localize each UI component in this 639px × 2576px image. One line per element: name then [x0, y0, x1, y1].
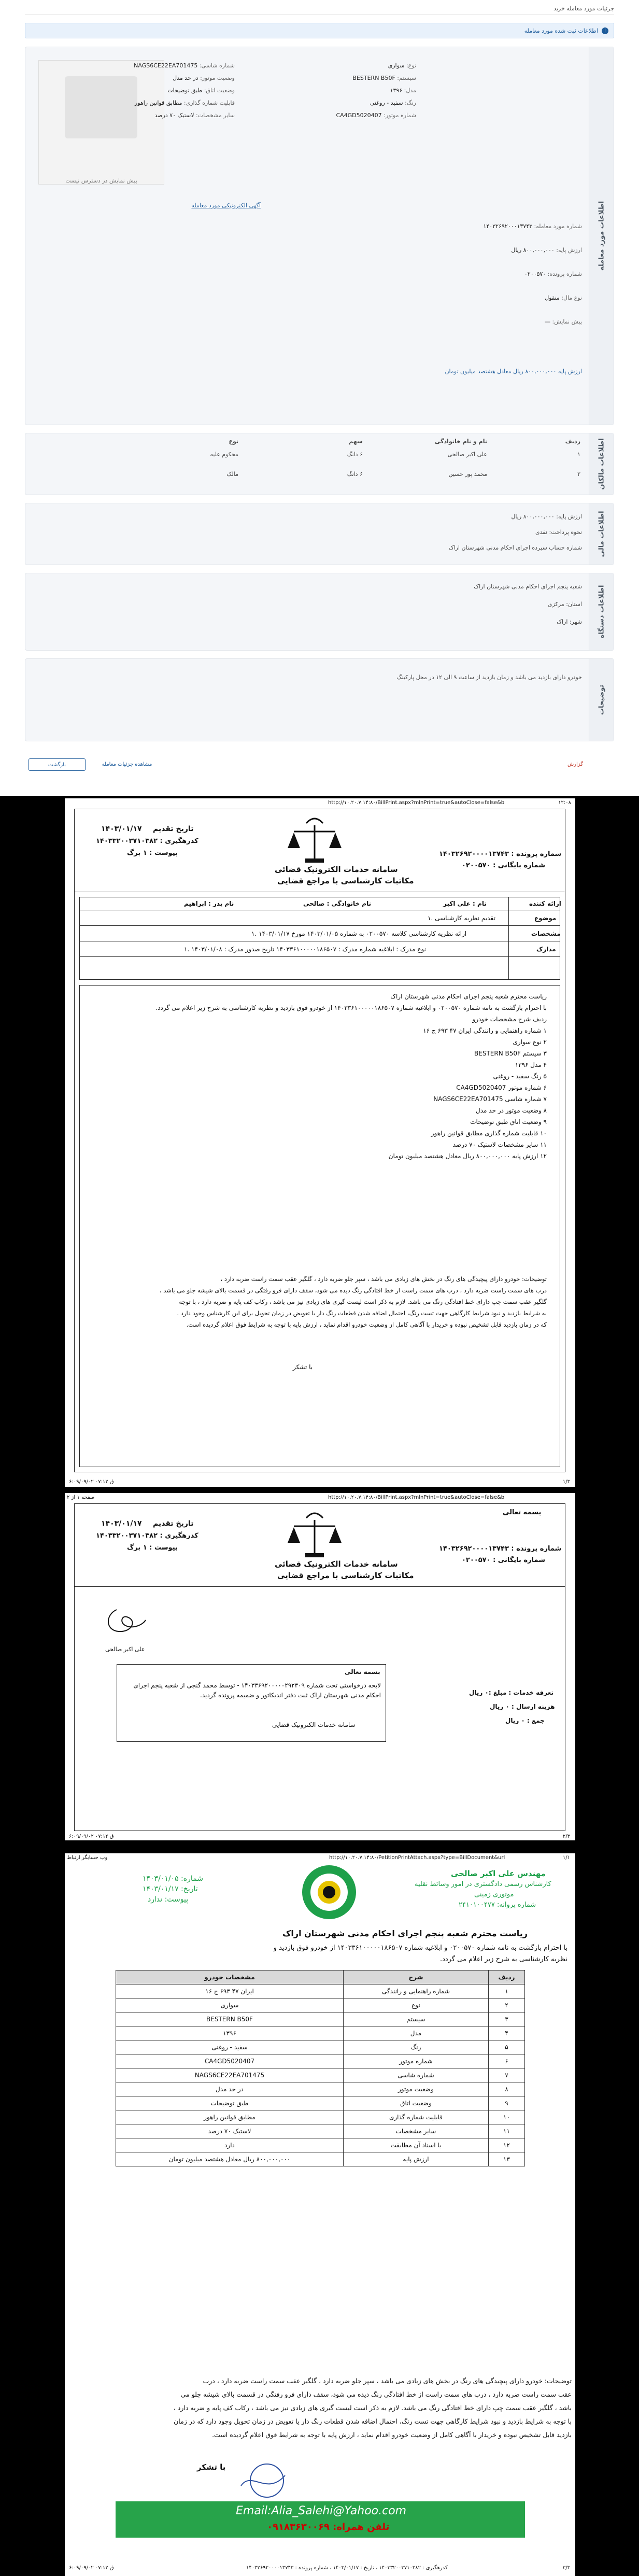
doc3-left-top: وب حسابگر ارتباط	[67, 1855, 108, 1861]
doc3-table-cell: سیستم	[344, 2012, 489, 2026]
doc1-body-line: ۲ نوع سواری	[513, 1038, 547, 1046]
doc1-remark-line: گلگیر عقب سمت چپ دارای خط افتادگی رنگ می باشد. لازم به ذکر است لیست گیری های زیادی نیز می باشد ، رکاب کف پایه و ضربه دارد ، با توجه	[179, 1298, 547, 1305]
doc3-table-cell: سواری	[116, 1998, 344, 2012]
doc2-total: جمع : ۰ ریال	[505, 1717, 545, 1724]
agency-section: اطلاعات دستگاه	[25, 573, 614, 651]
doc2-box-title: بسمه تعالی	[345, 1668, 380, 1676]
doc3-table-cell: شماره شاسی	[344, 2068, 489, 2082]
doc3-footer-left: ۶:۰۹/۰۹/۰۲ ق ۰۷:۱۲	[69, 2565, 114, 2571]
doc3-table-cell: ایران ۴۷ ۶۹۳ ج ۱۶	[116, 1984, 344, 1998]
doc3-table-row	[116, 2096, 525, 2110]
detail-field-key: سایر مشخصات:	[194, 112, 235, 119]
doc3-table-cell: طبق توضیحات	[116, 2096, 344, 2110]
doc3-table-row	[116, 2026, 525, 2040]
owners-section: اطلاعات مالکان	[25, 433, 614, 495]
doc1-lname: نام خانوادگی : صالحی	[303, 900, 372, 907]
detail-field-value: در حد مدل	[173, 75, 198, 81]
info-icon: i	[602, 27, 608, 34]
doc1-docs-label: مدارک	[536, 946, 556, 953]
doc3-table-cell: با اسناد آن مطابقت	[344, 2138, 489, 2152]
doc2-box-text: لایحه درخواستی تحت شماره ۱۴۰۳۳۶۹۲۰۰۰۰۰۲۹۲۳۰۹ - توسط محمد گنجی از شعبه پنجم اجرای احکام مدنی شهرستان اراک ثبت دفتر اندیکاتور و ضمیمه پرونده گردید.	[133, 1682, 381, 1699]
owners-cell: علی اکبر صالحی	[447, 451, 487, 458]
doc3-phone: تلفن همراه: ۰۹۱۸۳۶۳۰۰۶۹	[267, 2522, 390, 2532]
doc1-kardar: کدرهگیری : ۱۴۰۳۳۲۰۰۳۷۱۰۳۸۲	[96, 837, 198, 845]
detail-field-value: طبق توضیحات	[167, 87, 203, 94]
finance-line: نحوه پرداخت: نقدی	[535, 529, 582, 536]
doc1-remark-line: که در زمان بازدید قابل تشخیص نبوده و خریدار با آگاهی کامل از وضعیت خودرو اقدام نماید ، ارزش پایه با توجه به شرایط فوق اعلام گردیده است.	[186, 1321, 547, 1328]
detail-field-key: شماره شاسی:	[197, 62, 235, 69]
detail-field	[370, 100, 416, 107]
back-button[interactable]: بازگشت	[29, 758, 86, 771]
doc1-body-line: ۱ شماره راهنمایی و رانندگی ایران ۴۷ ۶۹۳ ج ۱۶	[423, 1027, 547, 1034]
doc2-fee: تعرفه خدمات : مبلغ :۰ ریال	[469, 1689, 554, 1696]
doc3-table-cell: ۹	[489, 2096, 525, 2110]
judiciary-emblem	[286, 814, 344, 866]
doc1-org2: مکاتبات کارشناسی با مراجع قضایی	[277, 876, 414, 885]
doc1-body-line: ۵ رنگ سفید - روغنی	[493, 1073, 547, 1080]
doc3-stamp-signature	[236, 2460, 293, 2501]
doc3-eng-title2: موتوری زمینی	[474, 1891, 514, 1898]
doc3-table-row	[116, 2068, 525, 2082]
doc3-table-cell: شماره موتور	[344, 2054, 489, 2068]
detail-row	[524, 271, 582, 278]
detail-row	[484, 223, 583, 231]
doc1-date: ۱۴۰۳/۰۱/۱۷	[101, 825, 142, 833]
doc3-table-cell: سفید - روغنی	[116, 2040, 344, 2054]
doc3-eng-title1: کارشناس رسمی دادگستری در امور وسائط نقلیه	[415, 1880, 551, 1888]
doc3-intro2: نظریه کارشناسی به شرح زیر اعلام می گردد.	[439, 1955, 567, 1963]
doc3-table-cell: نوع	[344, 1998, 489, 2012]
doc3-remark-line: بازدید قابل تشخیص نبوده و خریدار با آگاهی کامل از وضعیت خودرو اقدام نماید ، ارزش پایه با توجه به شرایط فوق اعلام گردیده است.	[212, 2431, 572, 2439]
doc1-body-line: ۱۲ ارزش پایه ۸۰۰,۰۰۰,۰۰۰ ریال معادل هشتصد میلیون تومان	[388, 1152, 547, 1160]
doc2-org1: سامانه خدمات الکترونیک قضائی	[275, 1559, 398, 1569]
doc3-table-cell: ۱۳۹۶	[116, 2026, 344, 2040]
owners-cell: محکوم علیه	[210, 451, 238, 458]
doc3-table-cell: وضعیت موتور	[344, 2082, 489, 2096]
placeholder-image-icon	[65, 76, 137, 138]
doc3-table-row	[116, 2152, 525, 2166]
doc3-remark-line: توضیحات: خودرو دارای پیچیدگی های رنگ در بخش های زیادی می باشد ، سپر جلو ضربه دارد ، گلگیر عقب سمت راست ضربه دارد ، درب	[203, 2377, 572, 2385]
detail-field-value: لاستیک ۷۰ درصد	[154, 112, 194, 119]
doc3-footer-right: ۳/۳	[562, 2565, 570, 2571]
doc3-table-cell: ۱۰	[489, 2110, 525, 2124]
detail-field	[173, 75, 235, 82]
detail-row-label: نوع مال:	[559, 294, 582, 301]
detail-row	[545, 318, 582, 326]
owners-header-cell: سهم	[349, 438, 363, 445]
notes-section: توضیحات	[25, 658, 614, 741]
detail-field-value: سفید - روغنی	[370, 100, 403, 106]
doc2-kardar: کدرهگیری : ۱۴۰۳۳۲۰۰۳۷۱۰۳۸۲	[96, 1532, 198, 1540]
detail-row	[545, 294, 582, 302]
detail-field-key: وضعیت موتور:	[198, 75, 235, 81]
owners-header-cell: نوع	[229, 438, 238, 445]
doc3-table-header: مشخصات خودرو	[116, 1970, 344, 1984]
panel-header	[25, 3, 614, 15]
detail-field-value: سواری	[388, 62, 405, 69]
doc3-spec-table	[116, 1970, 525, 2166]
agency-line: شعبه پنجم اجرای احکام مدنی شهرستان اراک	[474, 583, 582, 590]
detail-field	[167, 87, 235, 95]
detail-field-key: قابلیت شماره گذاری:	[182, 100, 235, 106]
doc1-footer-left: ۶:۰۹/۰۹/۰۲ ق ۰۷:۱۲	[69, 1479, 114, 1485]
doc2-footer-right: ۲/۳	[562, 1834, 570, 1839]
doc1-body-line: ۶ شماره موتور CA4GD5020407	[456, 1084, 547, 1091]
doc2-date: ۱۴۰۳/۰۱/۱۷	[101, 1519, 142, 1528]
doc3-table-cell: ۸	[489, 2082, 525, 2096]
doc3-remark-line: عقب سمت راست ضربه دارد ، درب های سمت راست از خط افتادگی رنگ دیده می شود، سقف دارای فرو رفتگی در قسمت بالای شیشه جلو می	[180, 2390, 572, 2398]
doc1-body-line: ردیف شرح مشخصات خودرو	[472, 1016, 547, 1023]
doc3-table-cell: دارد	[116, 2138, 344, 2152]
owners-cell: ۶ دانگ	[347, 471, 363, 477]
detail-field-key: رنگ:	[403, 100, 416, 106]
doc1-remark-line: درب های سمت راست ضربه دارد ، درب های سمت راست از خط افتادگی رنگ دیده می شود، سقف دارای فرو رفتگی در قسمت بالای شیشه جلو می باشد ،	[159, 1287, 547, 1294]
doc1-fname: نام : علی اکبر	[443, 900, 487, 907]
judiciary-emblem-2	[286, 1509, 344, 1560]
doc1-father: نام پدر : ابراهیم	[184, 900, 234, 907]
doc2-signer: علی اکبر صالحی	[105, 1646, 145, 1653]
doc1-remark-line: به شرایط بازدید و نبود شرایط کارگاهی جهت تست رنگ، احتمال اضافه شدن قطعات رنگ دار یا تعویض در زمان تحویل برای این کارشناس وجود دارد .	[177, 1310, 547, 1317]
doc3-table-cell: مطابق قوانین راهور	[116, 2110, 344, 2124]
detail-row-label: پیش نمایش:	[550, 318, 582, 325]
detail-field	[388, 62, 416, 70]
document-page-1	[65, 798, 575, 1487]
doc3-table-cell: شماره راهنمایی و رانندگی	[344, 1984, 489, 1998]
document-page-2	[65, 1493, 575, 1840]
doc3-table-cell: ۱۱	[489, 2124, 525, 2138]
doc2-page-label: صفحه ۱ از ۲	[67, 1495, 95, 1500]
doc1-spec: ۱. ارائه نظریه کارشناسی کلاسه ۰۲۰۰۵۷۰ به شماره ۱۴۰۳/۰۱/۰۵ مورخ ۱۴۰۳/۰۱/۱۷	[251, 930, 467, 937]
owners-header-cell: نام و نام خانوادگی	[435, 438, 487, 445]
doc3-heading: ریاست محترم شعبه پنجم اجرای احکام مدنی شهرستان اراک	[282, 1929, 528, 1938]
doc1-arch-no: شماره بایگانی : ۰۲۰۰۵۷۰	[462, 862, 545, 869]
doc3-table-cell: وضعیت اتاق	[344, 2096, 489, 2110]
detail-field	[154, 112, 235, 120]
doc2-footer-left: ۶:۰۹/۰۹/۰۲ ق ۰۷:۱۲	[69, 1834, 114, 1839]
doc1-body-line: ۴ مدل ۱۳۹۶	[515, 1061, 547, 1068]
doc2-attach: پیوست : ۱ برگ	[127, 1544, 178, 1552]
doc2-file-no: شماره پرونده : ۱۴۰۳۲۶۹۲۰۰۰۰۱۳۷۴۳	[439, 1545, 562, 1553]
doc3-table-row	[116, 2138, 525, 2152]
doc2-title: بسمه تعالی	[503, 1509, 542, 1516]
doc3-footer-mid: کدرهگیری : ۱۴۰۳۳۲۰۰۳۷۱۰۳۸۲ ، تاریخ : ۱۴۰۳/۰۱/۱۷ ، شماره پرونده : ۱۴۰۳۲۶۹۲۰۰۰۰۱۳۷۴۳	[246, 2565, 448, 2571]
doc1-body-line: ریاست محترم شعبه پنجم اجرای احکام مدنی شهرستان اراک	[390, 993, 547, 1000]
detail-field-value: BESTERN B50F	[352, 75, 395, 81]
doc3-letter-date: تاریخ: ۱۴۰۳/۰۱/۱۷	[143, 1885, 198, 1893]
image-caption: پیش نمایش در دسترس نیست	[65, 177, 137, 184]
doc2-url: http://۱۰.۲۰.۷.۱۴:۸۰/BillPrint.aspx?mlnPrint=true&autoClose=false&b	[328, 1495, 505, 1500]
alert-bar	[25, 23, 614, 38]
doc3-table-header: شرح	[344, 1970, 489, 1984]
doc1-org1: سامانه خدمات الکترونیک قضائی	[275, 865, 398, 874]
doc3-table-cell: CA4GD5020407	[116, 2054, 344, 2068]
expert-seal-logo	[301, 1864, 358, 1921]
doc3-table-row	[116, 1984, 525, 1998]
owners-cell: محمد پور حسین	[448, 471, 487, 477]
detail-field-value: ۱۳۹۶	[390, 87, 403, 94]
doc3-table-cell: ۵	[489, 2040, 525, 2054]
doc3-table-row	[116, 2040, 525, 2054]
doc3-table-cell: ۲	[489, 1998, 525, 2012]
detail-row-value: ۱۴۰۳۲۶۹۲۰۰۰۱۳۷۴۳	[483, 223, 533, 230]
doc1-time: ۱۲:۰۸	[558, 800, 571, 806]
finance-line: ارزش پایه: ۸۰۰,۰۰۰,۰۰۰ ریال	[511, 513, 582, 520]
doc3-table-cell: سایر مشخصات	[344, 2124, 489, 2138]
doc3-intro1: با احترام بازگشت به نامه شماره ۰۲۰۰۵۷۰ و ابلاغیه شماره ۱۴۰۳۳۶۱۰۰۰۰۰۱۸۶۵۰۷ از خودرو فوق بازدید و	[273, 1944, 567, 1952]
doc1-body-line: ۳ سیستم BESTERN B50F	[474, 1050, 547, 1057]
doc1-docs: ۱. نوع مدرک : ابلاغیه شماره مدرک : ۱۴۰۳۳۶۱۰۰۰۰۰۱۸۶۵۰۷ تاریخ صدور مدرک : ۱۴۰۳/۰۱/۰۸	[184, 946, 426, 953]
doc1-remark-line: توضیحات: خودرو دارای پیچیدگی های رنگ در بخش های زیادی می باشد ، سپر جلو ضربه دارد ، گلگیر عقب سمت راست ضربه دارد ،	[220, 1275, 547, 1283]
doc3-table-cell: ۴	[489, 2026, 525, 2040]
detail-field-value: NAGS6CE22EA701475	[134, 62, 198, 69]
doc3-table-row	[116, 2110, 525, 2124]
doc2-org2: مکاتبات کارشناسی با مراجع قضایی	[277, 1571, 414, 1580]
doc1-body-line: ۱۱ سایر مشخصات لاستیک ۷۰ درصد	[452, 1141, 547, 1148]
doc3-right-top: ۱/۱	[562, 1855, 570, 1861]
detail-field-value: مطابق قوانین راهور	[134, 100, 182, 106]
view-details-button[interactable]: مشاهده جزئیات معامله	[102, 762, 152, 767]
finance-section: اطلاعات مالی	[25, 503, 614, 565]
detail-field-key: سیستم:	[395, 75, 416, 81]
detail-field	[352, 75, 416, 82]
owners-cell: ۲	[577, 471, 580, 477]
doc1-date-label: تاریخ تقدیم	[153, 825, 194, 833]
detail-row-value: ۸۰۰,۰۰۰,۰۰۰ ریال	[511, 247, 555, 254]
report-button[interactable]: گزارش	[567, 762, 584, 767]
image-placeholder	[38, 60, 164, 185]
detail-row	[511, 247, 582, 255]
doc3-table-cell: ۸۰۰,۰۰۰,۰۰۰ ریال معادل هشتصد میلیون تومان	[116, 2152, 344, 2166]
details-section-header: اطلاعات مورد معامله	[589, 47, 614, 425]
doc3-table-cell: ۷	[489, 2068, 525, 2082]
doc1-thanks: با تشکر	[293, 1363, 313, 1371]
doc3-remark-line: با توجه به شرایط بازدید و نبود شرایط کارگاهی جهت تست رنگ، احتمال اضافه شدن قطعات رنگ دار یا تعویض در زمان تحویل وجود دارد که در زمان	[174, 2417, 572, 2425]
doc1-file-no: شماره پرونده : ۱۴۰۳۲۶۹۲۰۰۰۰۱۳۷۴۳	[439, 850, 562, 858]
doc1-body-line: با احترام بازگشت به نامه شماره ۰۲۰۰۵۷۰ و ابلاغیه شماره ۱۴۰۳۳۶۱۰۰۰۰۰۱۸۶۵۰۷ از خودرو فوق بازدید و نظریه کارشناسی به شرح زیر اعلام می گردد.	[155, 1004, 547, 1011]
doc1-body-line: ۸ وضعیت موتور در حد مدل	[476, 1107, 547, 1114]
doc3-remark-line: باشد ، گلگیر عقب سمت چپ دارای خط افتادگی رنگ می باشد. لازم به ذکر است لیست گیری های زیادی نیز می باشد ، رکاب کف پایه و ضربه دارد ،	[173, 2404, 572, 2412]
detail-field-key: مدل:	[402, 87, 416, 94]
detail-description: ارزش پایه ۸۰۰,۰۰۰,۰۰۰ ریال معادل هشتصد میلیون تومان	[445, 368, 582, 375]
doc1-url: http://۱۰.۲۰.۷.۱۴:۸۰/BillPrint.aspx?mlnPrint=true&autoClose=false&b	[328, 800, 505, 806]
detail-row-label: شماره مورد معامله:	[532, 223, 582, 230]
doc3-table-cell: ۱	[489, 1984, 525, 1998]
agency-line: استان: مرکزی	[547, 601, 582, 608]
detail-field-value: CA4GD5020407	[336, 112, 382, 119]
doc3-table-cell: رنگ	[344, 2040, 489, 2054]
doc3-eng-no: شماره پروانه: ۲۴۱۰۱۰۰۴۷۷	[459, 1901, 536, 1909]
doc3-table-cell: مدل	[344, 2026, 489, 2040]
panel-title: جزئیات مورد معامله خرید	[553, 5, 614, 12]
doc1-footer-right: ۱/۳	[562, 1479, 570, 1485]
doc3-email: Email:Alia_Salehi@Yahoo.com	[236, 2504, 407, 2517]
detail-field-key: وضعیت اتاق:	[202, 87, 235, 94]
detail-row-label: شماره پرونده:	[546, 271, 582, 277]
agency-line: شهر: اراک	[557, 618, 582, 625]
doc3-table-cell: در حد مدل	[116, 2082, 344, 2096]
doc1-spec-label: مشخصات	[531, 930, 561, 937]
detail-row-value: منقول	[545, 294, 560, 301]
doc1-body-line: ۱۰ قابلیت شماره گذاری مطابق قوانین راهور	[431, 1130, 547, 1137]
document-page-3	[65, 1853, 575, 2576]
detail-row-value: —	[545, 318, 551, 325]
doc3-table-cell: قابلیت شماره گذاری	[344, 2110, 489, 2124]
doc3-table-row	[116, 1998, 525, 2012]
doc3-table-header: ردیف	[489, 1970, 525, 1984]
doc3-letter-attach: پیوست: ندارد	[148, 1895, 189, 1904]
doc1-body-line: ۹ وضعیت اتاق طبق توضیحات	[470, 1118, 547, 1125]
doc3-table-cell: BESTERN B50F	[116, 2012, 344, 2026]
doc3-eng-name: مهندس علی اکبر صالحی	[451, 1869, 546, 1878]
doc2-box-sign: سامانه خدمات الکترونیک قضایی	[272, 1721, 356, 1728]
detail-field	[336, 112, 416, 120]
doc3-table-row	[116, 2054, 525, 2068]
detail-field	[390, 87, 416, 95]
doc3-table-row	[116, 2124, 525, 2138]
signature-mark	[101, 1604, 148, 1641]
owners-cell: مالک	[226, 471, 238, 477]
detail-field	[135, 100, 235, 107]
owners-cell: ۱	[577, 451, 580, 458]
detail-field-key: شماره موتور:	[381, 112, 416, 119]
doc3-table-cell: لاستیک ۷۰ درصد	[116, 2124, 344, 2138]
alert-text: اطلاعات ثبت شده مورد معامله	[524, 27, 598, 34]
doc3-table-cell: ۱۲	[489, 2138, 525, 2152]
doc2-arch-no: شماره بایگانی : ۰۲۰۰۵۷۰	[462, 1556, 545, 1564]
auction-link[interactable]: آگهی الکترونیکی مورد معامله	[191, 202, 261, 209]
detail-row-label: ارزش پایه:	[554, 247, 582, 254]
doc1-body-line: ۷ شماره شاسی NAGS6CE22EA701475	[433, 1095, 547, 1103]
doc2-date-label: تاریخ تقدیم	[153, 1519, 194, 1528]
detail-row-value: ۰۲۰۰۵۷۰	[524, 271, 546, 277]
doc3-table-row	[116, 2082, 525, 2096]
owners-cell: ۶ دانگ	[347, 451, 363, 458]
doc3-table-cell: ۳	[489, 2012, 525, 2026]
doc3-thanks: با تشکر	[197, 2462, 226, 2472]
doc3-table-row	[116, 2012, 525, 2026]
doc3-table-cell: ۶	[489, 2054, 525, 2068]
doc1-subject-label: موضوع	[534, 914, 557, 922]
auction-detail-panel	[0, 0, 639, 796]
doc3-url: http://۱۰.۲۰.۷.۱۴:۸۰/PetitionPrintAttach.aspx?type=BillDocument&url	[329, 1855, 505, 1861]
finance-line: شماره حساب سپرده اجرای احکام مدنی شهرستان اراک	[448, 544, 582, 551]
doc3-table-cell: ۱۳	[489, 2152, 525, 2166]
doc1-presenter: ارائه کننده	[529, 900, 561, 907]
owners-header-cell: ردیف	[565, 438, 580, 445]
doc2-post: هزینه ارسال : ۰ ریال	[490, 1703, 555, 1710]
doc1-attach: پیوست : ۱ برگ	[127, 849, 178, 857]
doc3-table-cell: ارزش پایه	[344, 2152, 489, 2166]
doc3-letter-no: شماره: ۱۴۰۳/۰۱/۰۵	[143, 1875, 203, 1883]
notes-text: خودرو دارای بازدید می باشد و زمان بازدید از ساعت ۹ الی ۱۲ در محل پارکینگ	[396, 674, 582, 681]
detail-field-key: نوع:	[404, 62, 416, 69]
doc1-subject: ۱. تقدیم نظریه کارشناسی	[428, 914, 495, 922]
detail-field	[134, 62, 235, 70]
doc3-table-cell: NAGS6CE22EA701475	[116, 2068, 344, 2082]
